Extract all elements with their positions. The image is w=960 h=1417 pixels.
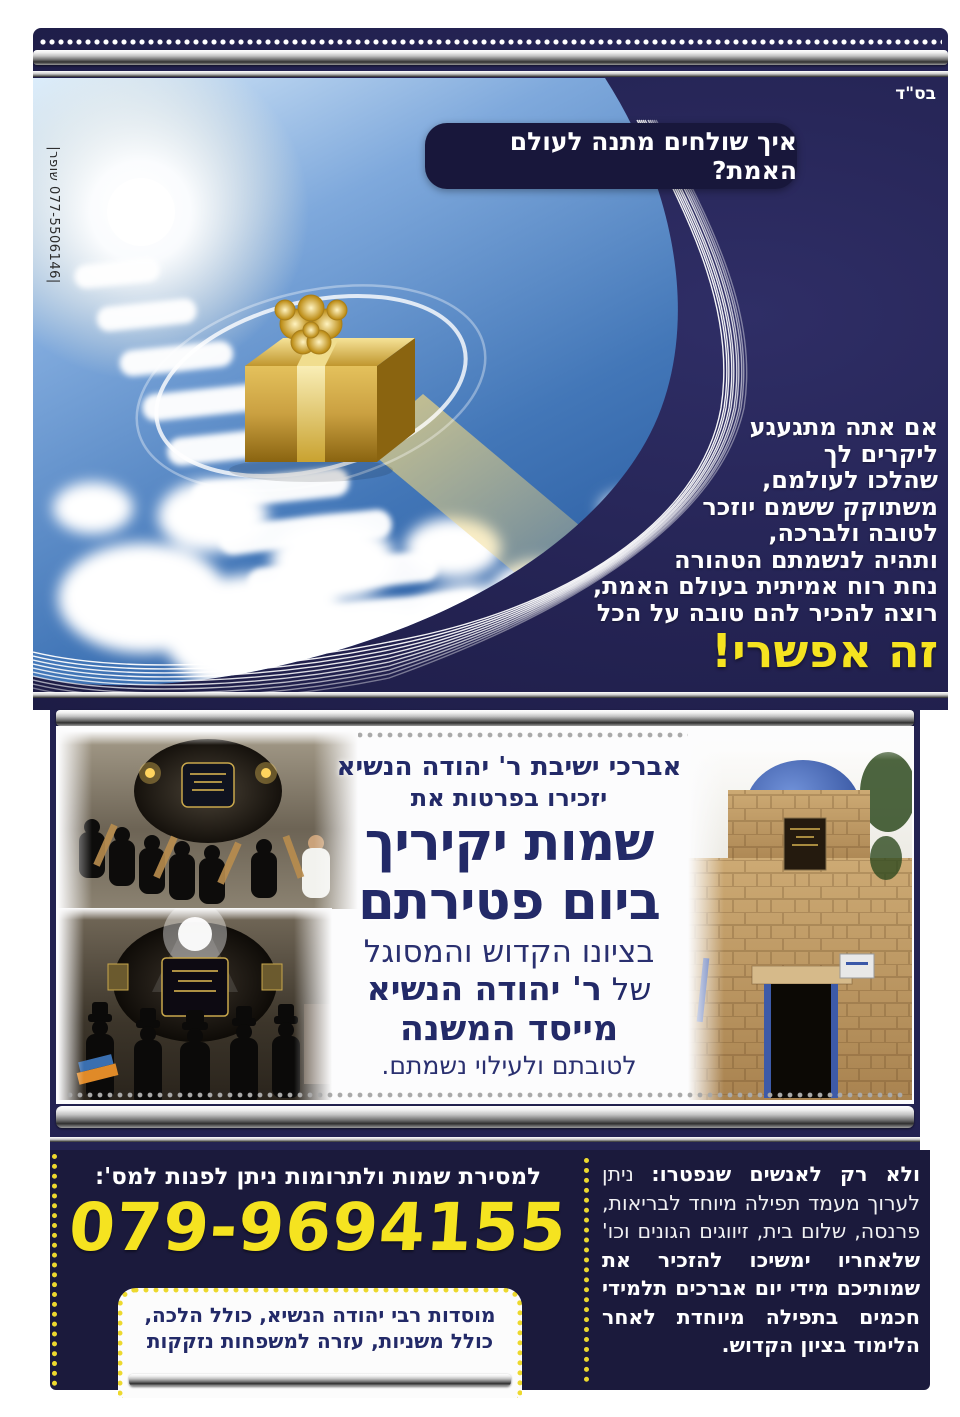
- paragraph-normal: ניתן לערוך מעמד תפילה מיוחד לבריאות, פרנסה, שלום בית, זיווגים הגונים וכו': [602, 1162, 920, 1243]
- intro-line: שהלכו לעולמם,: [762, 466, 938, 494]
- top-dotted-border: [39, 38, 942, 46]
- designer-credit: |077-5506146 שופר|: [46, 146, 61, 284]
- panel-bottom-thin-line: [50, 1137, 920, 1142]
- intro-line: ליקרים לך: [823, 439, 938, 468]
- intro-line: משתוקק ששמם יוזכר: [702, 492, 938, 521]
- panel-bottom-dots: [66, 1091, 904, 1099]
- panel-line-4: [306, 970, 712, 1009]
- tomb-doorway: [771, 984, 831, 1098]
- panel-line-4-bold: ר' יהודה הנשיא: [366, 969, 602, 1008]
- panel-top-metal-bar: [56, 710, 914, 726]
- panel-line-1: אברכי ישיבת ר' יהודה הנשיא: [336, 752, 682, 782]
- panel-line-3: בציונו הקדוש והמסוגל: [363, 934, 655, 970]
- panel-line-4-prefix: של: [601, 972, 652, 1008]
- middle-panel: [50, 710, 920, 1150]
- left-zigzag-border: [52, 1154, 57, 1386]
- tomb-exterior-photo: [688, 730, 912, 1100]
- panel-headline-1: שמות יקיריך: [364, 812, 654, 873]
- institutions-box: [118, 1288, 522, 1398]
- intro-line: רוצה להכיר להם טובה על הכל: [596, 598, 938, 627]
- institutions-line-2: כולל משניות, עזרה למשפחות נזקקות: [146, 1329, 494, 1353]
- sun: [107, 178, 175, 246]
- intro-line: לטובה ולברכה,: [768, 519, 938, 547]
- institutions-metal-bar: [129, 1374, 511, 1386]
- intro-text-block: [593, 414, 938, 626]
- phone-number: 079-9694155: [66, 1189, 570, 1266]
- institutions-line-1: מוסדות רבי יהודה הנשיא, כולל הלכה,: [144, 1303, 496, 1327]
- bottom-section: [50, 1150, 930, 1390]
- paragraph-bold-2: שלאחריו ימשיכו להזכיר את שמותיכם מידי יום אברכים תלמידי חכמים בתפילה מיוחדת לאחר הלימוד בציון הקדוש.: [602, 1247, 920, 1357]
- contact-column: [60, 1158, 576, 1390]
- intro-line: אם אתה מתגעגע: [749, 413, 938, 441]
- question-banner: [425, 123, 797, 189]
- extra-services-paragraph: [602, 1160, 920, 1360]
- panel-bottom-metal-bar: [56, 1106, 914, 1128]
- top-metal-bar: [33, 50, 948, 65]
- column-zigzag-divider: [584, 1158, 589, 1382]
- top-art-section: [33, 28, 948, 710]
- question-text: איך שולחים מתנה לעולם האמת?: [509, 127, 797, 185]
- contact-label: למסירת שמות ולתרומות ניתן לפנות למס':: [94, 1164, 542, 1190]
- tomb-interior-photo: [58, 908, 332, 1100]
- intro-line: נחת רוח אמיתית בעולם האמת,: [592, 572, 938, 600]
- bsd-label: בס"ד: [895, 84, 936, 104]
- panel-line-6: לטובתם ולעילוי נשמתם.: [381, 1051, 637, 1080]
- intro-line: ותהיה לנשמתם הטהורה: [674, 545, 938, 574]
- panel-body: [56, 726, 914, 1104]
- top-section-bottom-line: [33, 692, 948, 698]
- panel-text-block: [306, 752, 712, 1081]
- panel-line-2: יזכירו בפרטות את: [410, 784, 608, 812]
- panel-headline-2: ביום פטירתם: [358, 871, 660, 932]
- paragraph-bold-1: ולא רק לאנשים שנפטרו:: [651, 1162, 920, 1186]
- top-thin-line: [33, 71, 948, 77]
- its-possible-text: זה אפשרי!: [711, 624, 938, 678]
- panel-line-5: מייסד המשנה: [399, 1009, 619, 1049]
